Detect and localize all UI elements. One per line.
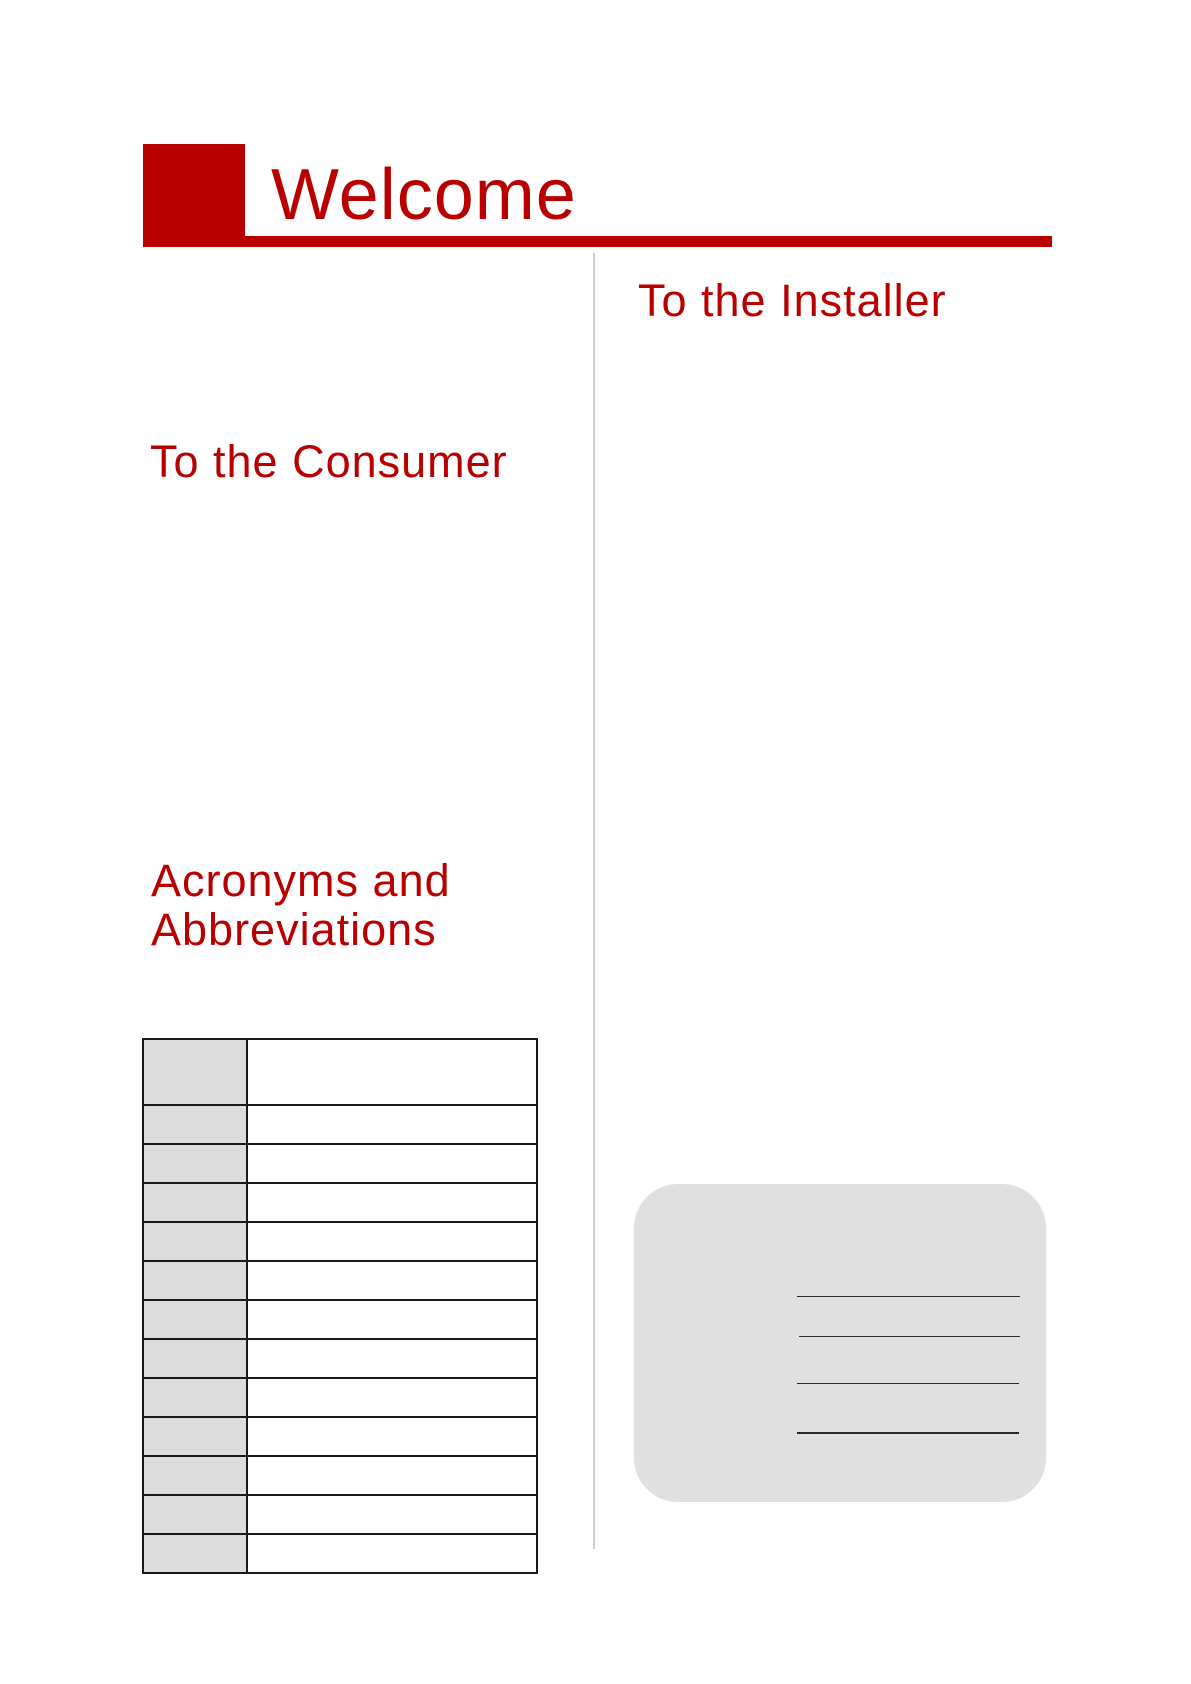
acronym-cell: [143, 1183, 247, 1222]
table-row: [143, 1183, 537, 1222]
table-row: [143, 1300, 537, 1339]
record-fill-line: [799, 1336, 1020, 1337]
meaning-cell: [247, 1456, 537, 1495]
record-fill-line: [797, 1383, 1019, 1384]
meaning-cell: [247, 1144, 537, 1183]
table-row: [143, 1261, 537, 1300]
table-row: [143, 1456, 537, 1495]
acronym-cell: [143, 1144, 247, 1183]
meaning-cell: [247, 1300, 537, 1339]
table-row: [143, 1378, 537, 1417]
meaning-cell: [247, 1222, 537, 1261]
table-row: [143, 1339, 537, 1378]
table-row: [143, 1495, 537, 1534]
meaning-cell: [247, 1417, 537, 1456]
acronym-cell: [143, 1534, 247, 1573]
table-row: [143, 1534, 537, 1573]
meaning-cell: [247, 1534, 537, 1573]
meaning-header-cell: [247, 1039, 537, 1105]
meaning-cell: [247, 1261, 537, 1300]
installation-record-box: [634, 1184, 1046, 1502]
record-fill-line: [797, 1432, 1019, 1434]
acronym-cell: [143, 1105, 247, 1144]
acronyms-heading: [151, 856, 451, 954]
title-accent-block: [143, 144, 245, 247]
consumer-heading: To the Consumer: [150, 436, 508, 487]
acronym-cell: [143, 1261, 247, 1300]
acronym-cell: [143, 1495, 247, 1534]
acronym-cell: [143, 1300, 247, 1339]
acronym-cell: [143, 1417, 247, 1456]
meaning-cell: [247, 1495, 537, 1534]
meaning-cell: [247, 1378, 537, 1417]
table-row: [143, 1417, 537, 1456]
meaning-cell: [247, 1183, 537, 1222]
acronym-cell: [143, 1456, 247, 1495]
table-row: [143, 1222, 537, 1261]
acronym-header-cell: [143, 1039, 247, 1105]
table-row: [143, 1105, 537, 1144]
page-title: Welcome: [271, 155, 577, 235]
acronyms-heading-line2: Abbreviations: [151, 904, 437, 955]
meaning-cell: [247, 1339, 537, 1378]
acronyms-table-header-row: [143, 1039, 537, 1105]
record-fill-line: [797, 1296, 1020, 1297]
table-row: [143, 1144, 537, 1183]
title-underline-rule: [143, 236, 1052, 247]
column-divider: [593, 253, 595, 1549]
acronym-cell: [143, 1378, 247, 1417]
installer-heading: To the Installer: [638, 275, 947, 326]
acronyms-heading-line1: Acronyms and: [151, 855, 451, 906]
acronym-cell: [143, 1222, 247, 1261]
acronym-cell: [143, 1339, 247, 1378]
meaning-cell: [247, 1105, 537, 1144]
acronyms-table: [142, 1038, 538, 1574]
